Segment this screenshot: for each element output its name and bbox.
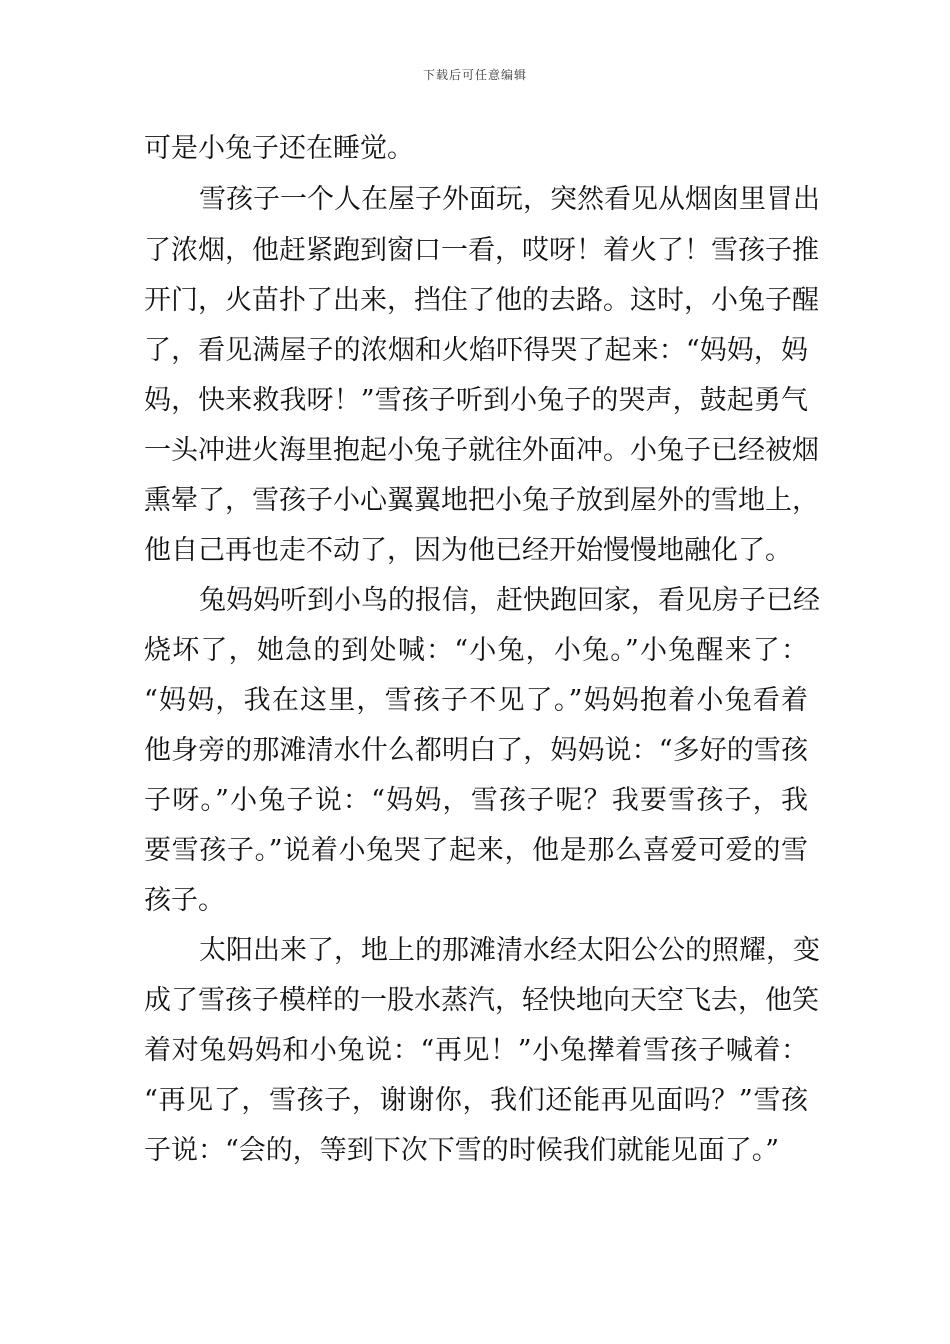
text-line: 了，看见满屋子的浓烟和火焰吓得哭了起来：“妈妈，妈 xyxy=(144,335,808,366)
text-line: 一头冲进火海里抱起小兔子就往外面冲。小兔子已经被烟 xyxy=(144,435,819,466)
text-line: 成了雪孩子模样的一股水蒸汽，轻快地向天空飞去，他笑 xyxy=(144,985,819,1016)
paragraph-first-line: 雪孩子一个人在屋子外面玩，突然看见从烟囱里冒出 xyxy=(199,184,820,215)
page-header: 下载后可任意编辑 xyxy=(422,68,527,82)
text-line: 烧坏了，她急的到处喊：“小兔，小兔。”小兔醒来了： xyxy=(144,635,808,666)
text-line: 了浓烟，他赶紧跑到窗口一看，哎呀！着火了！雪孩子推 xyxy=(144,235,819,266)
text-line: 开门，火苗扑了出来，挡住了他的去路。这时，小兔子醒 xyxy=(144,285,819,316)
text-line: “再见了，雪孩子，谢谢你，我们还能再见面吗？”雪孩 xyxy=(144,1085,808,1116)
text-line: 孩子。 xyxy=(144,885,225,916)
text-line: 他自己再也走不动了，因为他已经开始慢慢地融化了。 xyxy=(144,535,792,566)
text-line: 要雪孩子。”说着小兔哭了起来，他是那么喜爱可爱的雪 xyxy=(144,835,808,866)
paragraph-first-line: 兔妈妈听到小鸟的报信，赶快跑回家，看见房子已经 xyxy=(199,585,820,616)
text-line: 他身旁的那滩清水什么都明白了，妈妈说：“多好的雪孩 xyxy=(144,735,808,766)
text-line: 妈，快来救我呀！”雪孩子听到小兔子的哭声，鼓起勇气 xyxy=(144,385,808,416)
text-line: 着对兔妈妈和小兔说：“再见！”小兔撵着雪孩子喊着： xyxy=(144,1035,808,1066)
text-line: 熏晕了，雪孩子小心翼翼地把小兔子放到屋外的雪地上， xyxy=(144,485,819,516)
text-line: 子呀。”小兔子说：“妈妈，雪孩子呢？我要雪孩子，我 xyxy=(144,785,808,816)
text-line: 子说：“会的，等到下次下雪的时候我们就能见面了。” xyxy=(144,1135,780,1166)
paragraph-first-line: 太阳出来了，地上的那滩清水经太阳公公的照耀，变 xyxy=(199,935,820,966)
text-line: “妈妈，我在这里，雪孩子不见了。”妈妈抱着小兔看着 xyxy=(144,685,808,716)
text-line: 可是小兔子还在睡觉。 xyxy=(144,133,414,164)
